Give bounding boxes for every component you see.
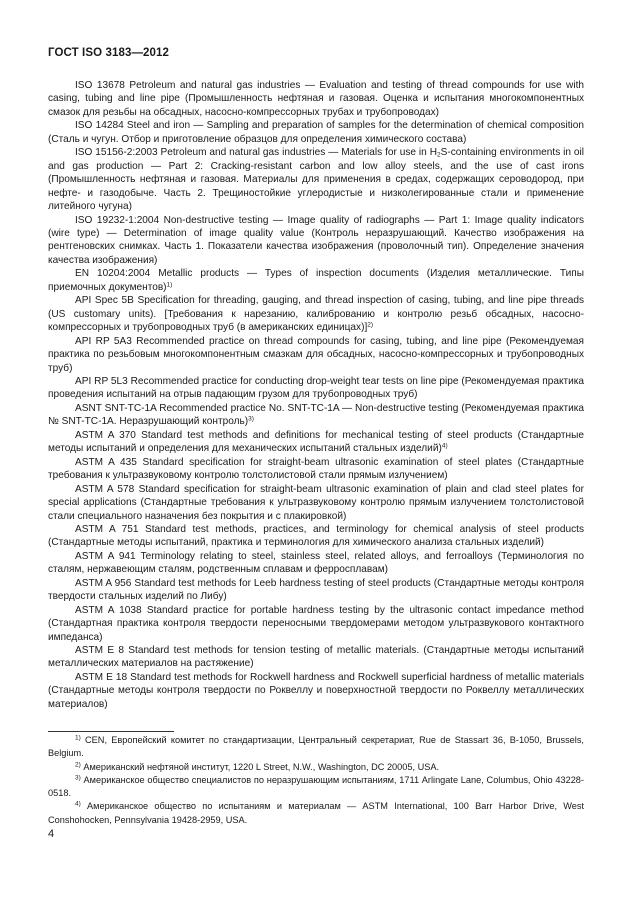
page-number: 4	[48, 828, 55, 840]
footnote-item: $^{3)}$ Американское общество специалистов по неразрушающим испытаниям, 1711 Arlingate Lane, Columbus, Ohio 43228-0518.	[48, 774, 584, 799]
footnote-marker: 2)	[75, 761, 81, 769]
reference-item: API RP 5L3 Recommended practice for conducting drop-weight tear tests on line pipe (Рекомендуемая практика проведения испытаний на отрыв падающим грузом для трубопроводных труб)	[48, 375, 584, 401]
normative-references	[48, 79, 584, 711]
reference-item: EN 10204:2004 Metallic products — Types of inspection documents (Изделия металлические. Типы приемочных документов)$^{1)}$	[48, 268, 584, 293]
footnote-divider	[48, 731, 174, 732]
footnote-item: $^{1)}$ CEN, Европейский комитет по стандартизации, Центральный секретариат, Rue de Stassart 36, B-1050, Brussels, Belgium.	[48, 734, 584, 759]
reference-item: API Spec 5B Specification for threading, gauging, and thread inspection of casing, tubing, and line pipe threads (US customary units). [Требования к нарезанию, калиброванию и контролю резьб обсадных, насосно-компрессорных и трубопроводных труб (в американских единицах)]$^{2)}$	[48, 295, 584, 334]
footnote-marker: 4)	[441, 442, 448, 450]
reference-item: ASTM A 578 Standard specification for straight-beam ultrasonic examination of plain and clad steel plates for special applications (Стандартные требования к ультразвуковому контролю прямым излучением толстолистовой стали специального назначения без покрытия и с плакировкой)	[48, 483, 584, 522]
reference-item: ASTM A 435 Standard specification for straight-beam ultrasonic examination of steel plates (Стандартные требования к ультразвуковому контролю толстолистовой стали прямым излучением)	[48, 456, 584, 482]
footnote-marker: 2)	[367, 321, 374, 329]
reference-item: API RP 5A3 Recommended practice on thread compounds for casing, tubing, and line pipe (Рекомендуемая практика по резьбовым многокомпонентным смазкам для обсадных, насосно-компрессорных и трубопроводных труб)	[48, 335, 584, 374]
reference-item: ISO 15156-2:2003 Petroleum and natural gas industries — Materials for use in $H_2S$-containing environments in oil and gas production — Part 2: Cracking-resistant carbon and low alloy steels, and the use of cast irons (Промышленность нефтяная и газовая. Материалы для применения в средах, содержащих сероводород, при нефте- и газодобыче. Часть 2. Трещиностойкие углеродистые и низколегированные стали и применение литейного чугуна)	[48, 147, 585, 213]
footnote-item: $^{2)}$ Американский нефтяной институт, 1220 L Street, N.W., Washington, DC 20005, USA.	[75, 761, 440, 772]
reference-item: ASTM E 8 Standard test methods for tension testing of metallic materials. (Стандартные методы испытаний металлических материалов на растяжение)	[48, 645, 584, 670]
reference-item: ISO 19232-1:2004 Non-destructive testing — Image quality of radiographs — Part 1: Image quality indicators (wire type) — Determination of image quality value (Контроль неразрушающий. Качество изображения на рентгеновских снимках. Часть 1. Показатели качества изображения (проволочный тип). Определение значения качества изображения)	[48, 214, 584, 266]
document-header: ГОСТ ISO 3183—2012	[48, 47, 170, 59]
footnotes	[48, 734, 584, 827]
footnote-item: $^{4)}$ Американское общество по испытаниям и материалам — ASTM International, 100 Barr Harbor Drive, West Conshohocken, Pennsylvania 19428-2959, USA.	[48, 800, 585, 825]
reference-item: ASTM A 941 Terminology relating to steel, stainless steel, related alloys, and ferroalloys (Терминология по сталям, нержавеющим сталям, родственным сплавам и ферросплавам)	[48, 550, 584, 576]
subscript: 2	[437, 151, 441, 159]
reference-item: ASTM A 1038 Standard practice for portable hardness testing by the ultrasonic contact impedance method (Стандартная практика контроля твердости переносными твердомерами методом ультразвукового контактного импеданса)	[48, 604, 584, 643]
footnote-marker: 4)	[75, 800, 81, 808]
footnote-marker: 3)	[75, 774, 81, 782]
reference-item: ASNT SNT-TC-1A Recommended practice No. SNT-TC-1A — Non-destructive testing (Рекомендуемая практика № SNT-TC-1A. Неразрушающий контроль)$^{3)}$	[48, 402, 584, 428]
reference-item: ASTM A 370 Standard test methods and definitions for mechanical testing of steel products (Стандартные методы испытаний и определения для механических испытаний стальных изделий)$^{4)}$	[48, 429, 584, 455]
footnote-marker: 1)	[166, 281, 173, 289]
reference-item: ISO 13678 Petroleum and natural gas industries — Evaluation and testing of thread compounds for use with casing, tubing and line pipe (Промышленность нефтяная и газовая. Оценка и испытания многокомпонентных смазок для резьбы на обсадных, насосно-компрессорных трубах и трубопроводах)	[48, 80, 584, 118]
footnote-marker: 3)	[248, 415, 254, 423]
reference-item: ASTM E 18 Standard test methods for Rockwell hardness and Rockwell superficial hardness of metallic materials (Стандартные методы контроля твердости по Роквеллу и поверхностной твердости по Роквеллу металлических материалов)	[48, 671, 584, 710]
reference-item: ASTM A 956 Standard test methods for Leeb hardness testing of steel products (Стандартные методы контроля твердости стальных изделий по Либу)	[48, 577, 584, 603]
footnote-marker: 1)	[75, 734, 81, 742]
reference-item: ISO 14284 Steel and iron — Sampling and preparation of samples for the determination of chemical composition (Сталь и чугун. Отбор и приготовление образцов для определения химического состава)	[48, 120, 584, 145]
reference-item: ASTM A 751 Standard test methods, practices, and terminology for chemical analysis of steel products (Стандартные методы испытаний, практика и терминология для химического анализа стальных изделий)	[48, 523, 584, 549]
